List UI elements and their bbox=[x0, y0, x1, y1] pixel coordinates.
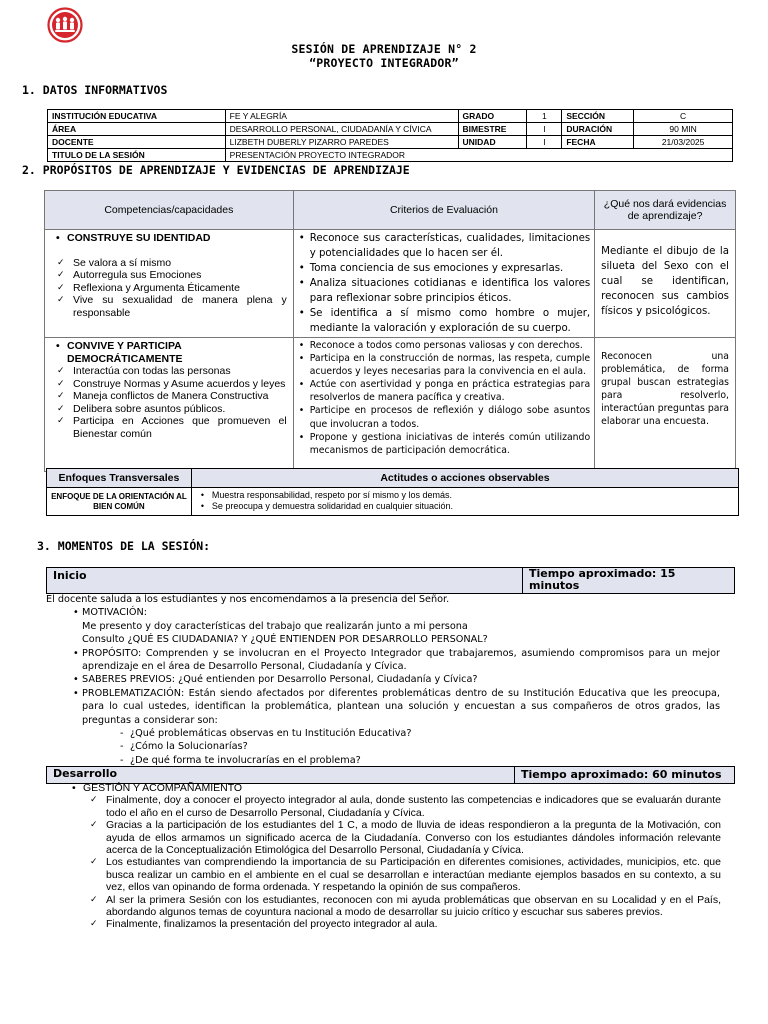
table-row bbox=[47, 488, 739, 516]
datos-value: 21/03/2025 bbox=[634, 136, 733, 149]
list-item: ✓ Autorregula sus Emociones bbox=[55, 269, 287, 282]
desarrollo-time: Tiempo aproximado: 60 minutos bbox=[514, 767, 731, 783]
datos-label: GRADO bbox=[458, 110, 527, 123]
section-momentos-heading: 3. MOMENTOS DE LA SESIÓN: bbox=[37, 539, 211, 553]
saberes-text: • SABERES PREVIOS: ¿Qué entienden por Desarrollo Personal, Ciudadanía y Cívica? bbox=[70, 673, 720, 686]
enfoques-table bbox=[46, 468, 739, 516]
datos-value: I bbox=[527, 123, 562, 136]
datos-label: UNIDAD bbox=[458, 136, 527, 149]
list-item: ✓ Vive su sexualidad de manera plena y responsable bbox=[55, 294, 287, 319]
section-propositos-heading: 2. PROPÓSITOS DE APRENDIZAJE Y EVIDENCIAS DE APRENDIZAJE bbox=[22, 163, 410, 177]
header-actitudes: Actitudes o acciones observables bbox=[191, 469, 738, 488]
datos-value: C bbox=[634, 110, 733, 123]
enfoque-name: ENFOQUE DE LA ORIENTACIÓN AL BIEN COMÚN bbox=[47, 488, 192, 516]
evidencia-convive: Reconocen una problemática, de forma grupal buscan estrategias para resolverlo, interactúan preguntas para elaborar una encuesta. bbox=[595, 338, 736, 472]
list-item: ✓ Los estudiantes van comprendiendo la importancia de su Participación en diferentes comisiones, actividades, municipios, etc. que busca realizar un cambio en el ambiente en el cual se desarrollan e interactúan mediante ejemplos basados en su contexto, a su vez, ellos van opinando de forma ordenada. Y respetando la opinión de sus compañeros. bbox=[88, 856, 721, 893]
list-item: • Muestra responsabilidad, respeto por sí mismo y los demás. bbox=[200, 490, 732, 501]
criterios-identidad bbox=[293, 230, 594, 338]
motivacion-line: Me presento y doy características del trabajo que realizarán junto a mi persona bbox=[82, 620, 468, 632]
datos-value: 90 MIN bbox=[634, 123, 733, 136]
propositos-table bbox=[44, 190, 736, 472]
list-item: ✓ Finalmente, doy a conocer el proyecto integrador al aula, donde sustento las competencias e indicadores que se evaluarán durante todo el año en el curso de Desarrollo Personal, Ciudadanía y Cívica. bbox=[88, 794, 721, 819]
header-enfoques: Enfoques Transversales bbox=[47, 469, 192, 488]
datos-label: INSTITUCIÓN EDUCATIVA bbox=[48, 110, 226, 123]
list-item: - ¿Qué problemáticas observas en tu Institución Educativa? bbox=[120, 727, 720, 740]
section-datos-heading: 1. DATOS INFORMATIVOS bbox=[22, 83, 168, 97]
inicio-intro: El docente saluda a los estudiantes y nos encomendamos a la presencia del Señor. bbox=[46, 594, 450, 605]
header-competencias: Competencias/capacidades bbox=[45, 191, 294, 230]
gestion-heading: • GESTIÓN Y ACOMPAÑAMIENTO bbox=[71, 782, 721, 794]
list-item: • Reconoce sus características, cualidades, limitaciones y potencialidades que lo hacen ser él. bbox=[298, 231, 590, 261]
competencia-title: • CONVIVE Y PARTICIPA DEMOCRÁTICAMENTE bbox=[55, 340, 287, 365]
desarrollo-label: Desarrollo bbox=[53, 767, 118, 780]
list-item: • Toma conciencia de sus emociones y expresarlas. bbox=[298, 261, 590, 276]
session-title: SESIÓN DE APRENDIZAJE N° 2 bbox=[291, 42, 477, 56]
motivacion-heading: • MOTIVACIÓN: bbox=[70, 606, 720, 619]
datos-value: PRESENTACIÓN PROYECTO INTEGRADOR bbox=[225, 149, 732, 162]
list-item: ✓ Delibera sobre asuntos públicos. bbox=[55, 403, 287, 416]
datos-label: DOCENTE bbox=[48, 136, 226, 149]
list-item: ✓ Maneja conflictos de Manera Constructiva bbox=[55, 390, 287, 403]
list-item: • Participe en procesos de reflexión y diálogo sobe asuntos que involucran a todos. bbox=[298, 404, 590, 430]
competencia-identidad bbox=[45, 230, 294, 338]
datos-label: BIMESTRE bbox=[458, 123, 527, 136]
datos-value: I bbox=[527, 136, 562, 149]
list-item: ✓ Reflexiona y Argumenta Éticamente bbox=[55, 282, 287, 295]
datos-label: SECCIÓN bbox=[562, 110, 634, 123]
table-row bbox=[48, 149, 733, 162]
inicio-content bbox=[46, 593, 720, 767]
header-criterios: Criterios de Evaluación bbox=[293, 191, 594, 230]
competencia-title: • CONSTRUYE SU IDENTIDAD bbox=[55, 232, 287, 245]
list-item: • Se identifica a sí mismo como hombre o mujer, mediante la valoración y exploración de su cuerpo. bbox=[298, 306, 590, 336]
table-row bbox=[48, 136, 733, 149]
list-item: • Participa en la construcción de normas, las respeta, cumple acuerdos y leyes necesarias para la convivencia en el aula. bbox=[298, 352, 590, 378]
datos-label: DURACIÓN bbox=[562, 123, 634, 136]
datos-label: ÁREA bbox=[48, 123, 226, 136]
header-evidencias: ¿Qué nos dará evidencias de aprendizaje? bbox=[595, 191, 736, 230]
problematizacion-text: • PROBLEMATIZACIÓN: Están siendo afectados por diferentes problemáticas dentro de su Institución Educativa que les preocupa, para lo cual ustedes, identifican la problemática, plantean una solución y encuestan a sus compañeros de otros grados, las preguntas a considerar son: bbox=[70, 687, 720, 727]
list-item: • Reconoce a todos como personas valiosas y con derechos. bbox=[298, 339, 590, 352]
table-row bbox=[45, 191, 736, 230]
datos-value: DESARROLLO PERSONAL, CIUDADANÍA Y CÍVICA bbox=[225, 123, 458, 136]
criterios-convive bbox=[293, 338, 594, 472]
list-item: ✓ Se valora a sí mismo bbox=[55, 257, 287, 270]
list-item: ✓ Interactúa con todas las personas bbox=[55, 365, 287, 378]
table-row bbox=[48, 110, 733, 123]
datos-value: FE Y ALEGRÍA bbox=[225, 110, 458, 123]
list-item: ✓ Participa en Acciones que promueven el Bienestar común bbox=[55, 415, 287, 440]
school-logo-icon bbox=[47, 7, 83, 43]
list-item: - ¿Cómo la Solucionarías? bbox=[120, 740, 720, 753]
desarrollo-content bbox=[46, 782, 721, 931]
list-item: ✓ Gracias a la participación de los estudiantes del 1 C, a modo de lluvia de ideas respondieron a la pregunta de la Motivación, con ayuda de ellos armamos un significado acerca de la Ciudadanía. Converso con los estudiantes dándoles información relevante acerca de la Conceptualización Etimológica del Desarrollo Personal, Ciudadanía y Cívica. bbox=[88, 819, 721, 856]
datos-label: FECHA bbox=[562, 136, 634, 149]
inicio-time: Tiempo aproximado: 15 minutos bbox=[522, 568, 729, 593]
list-item: • Propone y gestiona iniciativas de interés común utilizando mecanismos de participación democrática. bbox=[298, 431, 590, 457]
list-item: - ¿De qué forma te involucrarías en el problema? bbox=[120, 754, 720, 767]
competencia-convive bbox=[45, 338, 294, 472]
proposito-text: • PROPÓSITO: Comprenden y se involucran en el Proyecto Integrador que trabajaremos, asumiendo compromisos para un mejor aprendizaje en el área de Desarrollo Personal, Ciudadanía y Cívica. bbox=[70, 647, 720, 674]
evidencia-identidad: Mediante el dibujo de la silueta del Sexo con el cual se identifican, reconocen sus cambios físicos y psicológicos. bbox=[595, 230, 736, 338]
enfoque-acciones bbox=[191, 488, 738, 516]
motivacion-line: Consulto ¿QUÉ ES CIUDADANIA? Y ¿QUÉ ENTIENDEN POR DESARROLLO PERSONAL? bbox=[82, 634, 488, 646]
list-item: • Se preocupa y demuestra solidaridad en cualquier situación. bbox=[200, 501, 732, 512]
inicio-bar bbox=[46, 567, 735, 594]
table-row bbox=[47, 469, 739, 488]
project-title: “PROYECTO INTEGRADOR” bbox=[309, 56, 459, 70]
datos-value: 1 bbox=[527, 110, 562, 123]
datos-value: LIZBETH DUBERLY PIZARRO PAREDES bbox=[225, 136, 458, 149]
list-item: ✓ Al ser la primera Sesión con los estudiantes, reconocen con mi ayuda problemáticas que observan en su Localidad y en el País, abordando algunos temas de coyuntura nacional a modo de desarrollar su juicio crítico y escuchar sus saberes previos. bbox=[88, 894, 721, 919]
datos-label: TITULO DE LA SESIÓN bbox=[48, 149, 226, 162]
list-item: • Actúe con asertividad y ponga en práctica estrategias para resolverlos de manera pacífica y creativa. bbox=[298, 378, 590, 404]
table-row bbox=[45, 338, 736, 472]
inicio-label: Inicio bbox=[53, 569, 87, 582]
list-item: • Analiza situaciones cotidianas e identifica los valores para reflexionar sobre principios éticos. bbox=[298, 276, 590, 306]
table-row bbox=[48, 123, 733, 136]
table-row bbox=[45, 230, 736, 338]
datos-table bbox=[47, 109, 733, 162]
list-item: ✓ Finalmente, finalizamos la presentación del proyecto integrador al aula. bbox=[88, 918, 721, 930]
list-item: ✓ Construye Normas y Asume acuerdos y leyes bbox=[55, 378, 287, 391]
